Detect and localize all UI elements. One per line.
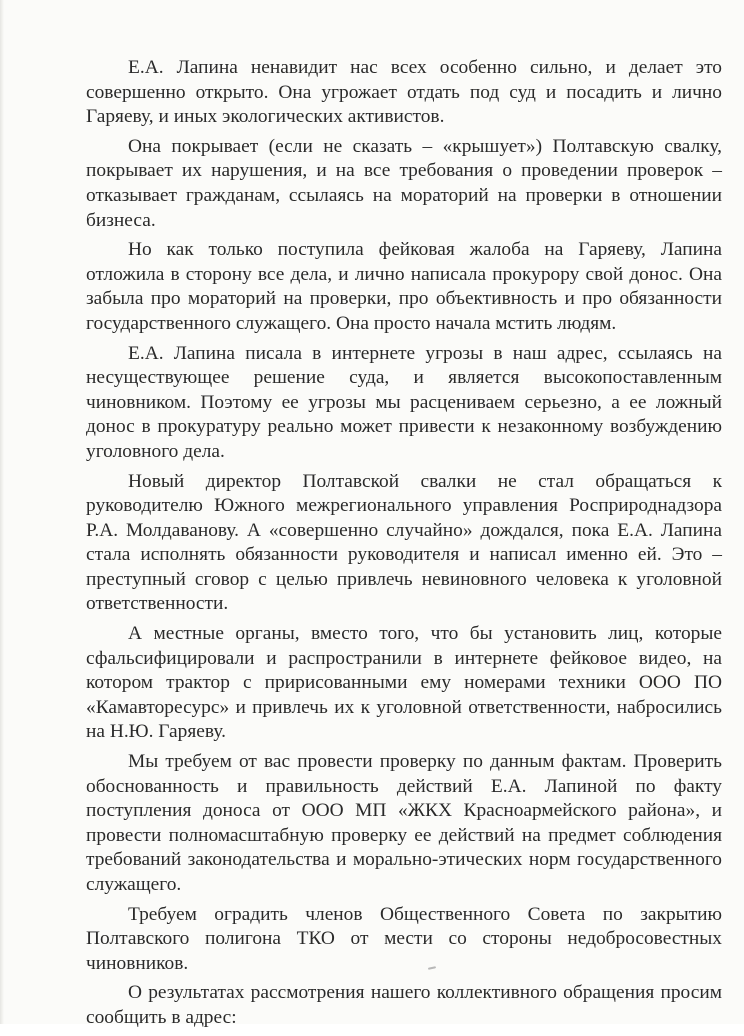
scan-edge-shadow [0, 0, 4, 1024]
letter-body [86, 56, 722, 1036]
paragraph-lapina-hatred: Е.А. Лапина ненавидит нас всех особенно сильно, и делает это совершенно открыто. Она угрожает отдать под суд и посадить и лично Гаряеву, и иных экологических активистов. [86, 57, 722, 128]
paragraph-covering-landfill: Она покрывает (если не сказать – «крышует») Полтавскую свалку, покрывает их нарушения, и на все требования о проведении проверок – отказывает гражданам, ссылаясь на мораторий на проверки в отношении бизнеса. [86, 135, 722, 231]
paragraph-online-threats: Е.А. Лапина писала в интернете угрозы в наш адрес, ссылаясь на несуществующее решение суда, и является высокопоставленным чиновником. Поэтому ее угрозы мы расцениваем серьезно, а ее ложный донос в прокуратуру реально может привести к незаконному возбуждению уголовного дела. [86, 342, 722, 462]
paragraph-local-authorities: А местные органы, вместо того, что бы установить лиц, которые сфальсифицировали и распространили в интернете фейковое видео, на котором трактор с пририсованными ему номерами техники ООО ПО «Камавторесурс» и привлечь их к уголовной ответственности, набросились на Н.Ю. Гаряеву. [86, 623, 722, 743]
paragraph-request-reply: О результатах рассмотрения нашего коллективного обращения просим сообщить в адрес: [86, 982, 722, 1028]
paragraph-fake-complaint: Но как только поступила фейковая жалоба на Гаряеву, Лапина отложила в сторону все дела, и лично написала прокурору свой донос. Она забыла про мораторий на проверки, про объективность и про обязанности государственного служащего. Она просто начала мстить людям. [86, 239, 722, 334]
paragraph-new-director: Новый директор Полтавской свалки не стал обращаться к руководителю Южного межрегионального управления Росприроднадзора Р.А. Молдаванову. А «совершенно случайно» дождался, пока Е.А. Лапина стала исполнять обязанности руководителя и написал именно ей. Это – преступный сговор с целью привлечь невиновного человека к уголовной ответственности. [86, 470, 722, 615]
paragraph-demand-inspection: Мы требуем от вас провести проверку по данным фактам. Проверить обоснованность и правильность действий Е.А. Лапиной по факту поступления доноса от ООО МП «ЖКХ Красноармейского района», и провести полномасштабную проверку ее действий на предмет соблюдения требований законодательства и морально-этических норм государственного служащего. [86, 751, 722, 895]
paragraph-protect-council: Требуем оградить членов Общественного Совета по закрытию Полтавского полигона ТКО от мести со стороны недобросовестных чиновников. [86, 903, 722, 974]
